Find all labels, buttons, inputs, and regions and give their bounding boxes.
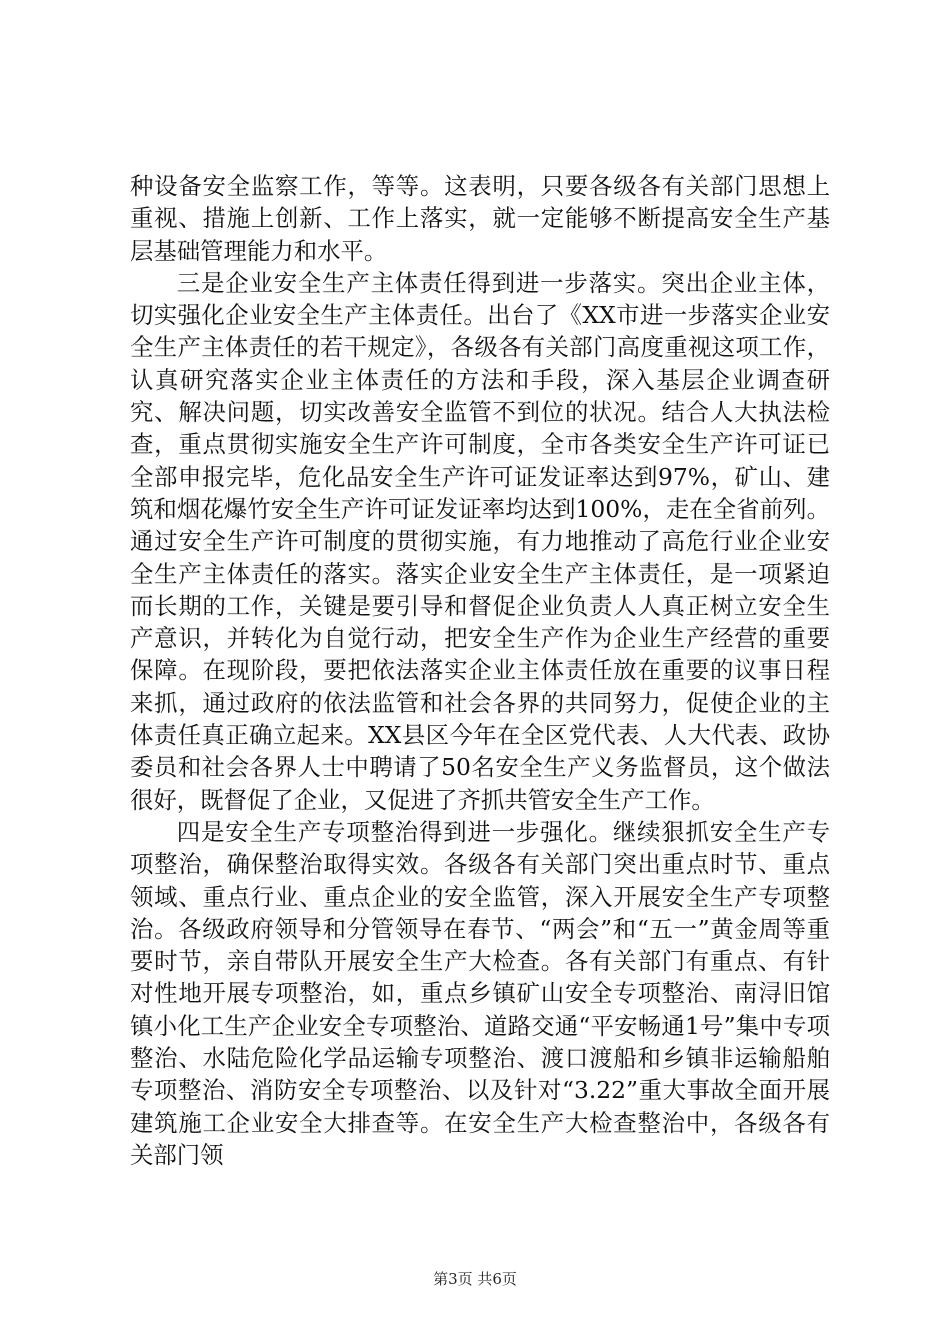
document-body bbox=[130, 170, 830, 1171]
page-number-label: 第3页 共6页 bbox=[433, 1270, 517, 1288]
paragraph-enterprise-responsibility: 三是企业安全生产主体责任得到进一步落实。突出企业主体，切实强化企业安全生产主体责任。出台了《XX市进一步落实企业安全生产主体责任的若干规定》，各级各有关部门高度重视这项工作，认真研究落实企业主体责任的方法和手段，深入基层企业调查研究、解决问题，切实改善安全监管不到位的状况。结合人大执法检查，重点贯彻实施安全生产许可制度，全市各类安全生产许可证已全部申报完毕，危化品安全生产许可证发证率达到97%，矿山、建筑和烟花爆竹安全生产许可证发证率均达到100%，走在全省前列。通过安全生产许可制度的贯彻实施，有力地推动了高危行业企业安全生产主体责任的落实。落实企业安全生产主体责任，是一项紧迫而长期的工作，关键是要引导和督促企业负责人人真正树立安全生产意识，并转化为自觉行动，把安全生产作为企业生产经营的重要保障。在现阶段，要把依法落实企业主体责任放在重要的议事日程来抓，通过政府的依法监管和社会各界的共同努力，促使企业的主体责任真正确立起来。XX县区今年在全区党代表、人大代表、政协委员和社会各界人士中聘请了50名安全生产义务监督员，这个做法很好，既督促了企业，又促进了齐抓共管安全生产工作。 bbox=[130, 268, 830, 814]
paragraph-continuation: 种设备安全监察工作，等等。这表明，只要各级各有关部门思想上重视、措施上创新、工作上落实，就一定能够不断提高安全生产基层基础管理能力和水平。 bbox=[130, 172, 830, 265]
paragraph-special-rectification: 四是安全生产专项整治得到进一步强化。继续狠抓安全生产专项整治，确保整治取得实效。各级各有关部门突出重点时节、重点领域、重点行业、重点企业的安全监管，深入开展安全生产专项整治。各级政府领导和分管领导在春节、“两会”和“五一”黄金周等重要时节，亲自带队开展安全生产大检查。各有关部门有重点、有针对性地开展专项整治，如，重点乡镇矿山安全专项整治、南浔旧馆镇小化工生产企业安全专项整治、道路交通“平安畅通1号”集中专项整治、水陆危险化学品运输专项整治、渡口渡船和乡镇非运输船舶专项整治、消防安全专项整治、以及针对“3.22”重大事故全面开展建筑施工企业安全大排查等。在安全生产大检查整治中，各级各有关部门领 bbox=[130, 817, 830, 1169]
page-footer bbox=[0, 1268, 950, 1289]
